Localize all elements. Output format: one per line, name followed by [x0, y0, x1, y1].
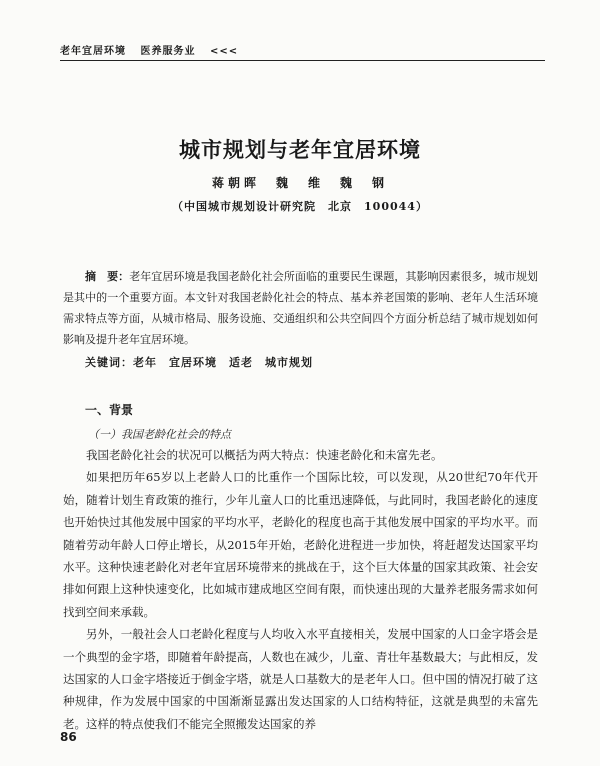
- keywords: [85, 354, 535, 370]
- running-head-subsection: 医养服务业: [140, 46, 196, 57]
- running-head-section: 老年宜居环境: [60, 46, 126, 57]
- article-title: 城市规划与老年宜居环境: [179, 137, 421, 162]
- article-authors: 蒋朝晖 魏 维 魏 钢: [211, 176, 388, 190]
- article-affiliation: （中国城市规划设计研究院 北京 100044）: [172, 200, 428, 213]
- header-divider: [60, 60, 545, 61]
- page-number: 86: [60, 730, 77, 744]
- running-head-arrows: <<<: [209, 46, 239, 57]
- section-heading: 一、背景: [85, 403, 134, 417]
- subsection-heading: （一）我国老龄化社会的特点: [88, 428, 231, 441]
- abstract-text: 老年宜居环境是我国老龄化社会所面临的重要民生课题，其影响因素很多，城市规划是其中的一个重要方面。本文针对我国老龄化社会的特点、基本养老国策的影响、老年人生活环境需求特点等方面，从城市格局、服务设施、交通组织和公共空间四个方面分析总结了城市规划如何影响及提升老年宜居环境。: [63, 270, 539, 346]
- paragraph: 另外，一般社会人口老龄化程度与人均收入水平直接相关，发展中国家的人口金字塔会是一个典型的金字塔，即随着年龄提高，人数也在减少，儿童、青壮年基数最大；与此相反，发达国家的人口金字塔接近于倒金字塔，就是人口基数大的是老年人口。但中国的情况打破了这种规律，作为发展中国家的中国渐渐显露出发达国家的人口结构特征，这就是典型的未富先老。这样的特点使我们不能完全照搬发达国家的养: [63, 627, 538, 731]
- abstract-label: 摘 要：: [85, 270, 130, 283]
- paragraph: 我国老龄化社会的状况可以概括为两大特点：快速老龄化和未富先老。: [86, 448, 443, 462]
- paragraph: 如果把历年65岁以上老龄人口的比重作一个国际比较，可以发现，从20世纪70年代开始，随着计划生育政策的推行，少年儿童人口的比重迅速降低，与此同时，我国老龄化的速度也开始快过其他发展中国家的平均水平，老龄化的程度也高于其他发展中国家的平均水平。而随着劳动年龄人口停止增长，从2015年开始，老龄化进程进一步加快，将赶超发达国家平均水平。这种快速老龄化对老年宜居环境带来的挑战在于，这个巨大体量的国家其政策、社会安排如何跟上这种快速变化，比如城市建成地区空间有限，而快速出现的大量养老服务需求如何找到空间来承载。: [63, 470, 538, 619]
- body-text: [63, 444, 538, 735]
- abstract: [63, 266, 538, 350]
- keywords-label: 关键词：: [85, 356, 133, 369]
- running-head: [60, 42, 248, 57]
- keywords-list: 老年 宜居环境 适老 城市规划: [133, 356, 313, 369]
